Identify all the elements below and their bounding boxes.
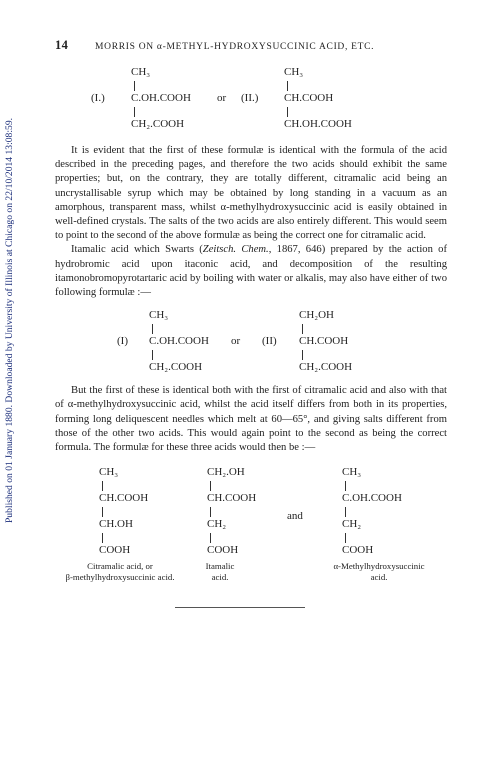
f3-a-line-2: CH.COOH bbox=[99, 492, 149, 505]
f3-b-line-1: CH₂.OH bbox=[207, 466, 245, 479]
bond bbox=[302, 350, 303, 360]
caption-methylhydroxysuccinic-line-2: acid. bbox=[370, 571, 388, 582]
f1-formula-1-mid: C.OH.COOH bbox=[131, 92, 191, 104]
f3-a-line-4: COOH bbox=[99, 544, 131, 557]
bond bbox=[102, 481, 103, 491]
f3-c-line-1: CH₃ bbox=[342, 466, 362, 479]
running-title: MORRIS ON α-METHYL-HYDROXYSUCCINIC ACID, ETC. bbox=[95, 42, 375, 52]
caption-itamalic-line-2: acid. bbox=[211, 571, 229, 582]
caption-citramalic bbox=[55, 561, 185, 582]
page-number: 14 bbox=[55, 38, 69, 52]
f2-formula-1-bot: CH₂.COOH bbox=[149, 361, 203, 374]
paragraph-2-citation: Zeitsch. Chem. bbox=[202, 244, 269, 256]
f3-b-line-3: CH₂ bbox=[207, 518, 227, 531]
f3-c-line-2: C.OH.COOH bbox=[342, 492, 402, 505]
formula-itamalic-options bbox=[55, 310, 447, 374]
formula-citramalic-options bbox=[55, 67, 447, 131]
bond bbox=[134, 107, 135, 117]
bond bbox=[210, 481, 211, 491]
f2-formula-1-mid: C.OH.COOH bbox=[149, 335, 209, 348]
paragraph-1: It is evident that the first of these formulæ is identical with the formula of the acid described in the preceding pages, and therefore the two acids should exhibit the same properties; but, on the contrary, they are totally different, citramalic acid being an uncrystallisable syrup which may be obtained by long standing in a vacuum as an amorphous, transparent mass, whilst α-methylhydroxysuccinic acid is easily obtained in well-defined crystals. The salts of the two acids are also entirely different. This would seem to point to the second of the above formulæ as being the correct one for citramalic acid. bbox=[55, 145, 447, 242]
f1-formula-2-bot: CH.OH.COOH bbox=[284, 118, 352, 130]
f1-formula-2-mid: CH.COOH bbox=[284, 92, 334, 104]
f2-label-1: (I) bbox=[117, 335, 128, 348]
bond bbox=[210, 507, 211, 517]
paragraph-3: But the first of these is identical both with the first of citramalic acid and also with that of α-methylhydroxysuccinic acid, whilst the acid itself differs from both in its properties, forming long deliquescent needles which melt at 60—65°, and giving salts different from those of the other two acids. This would again point to the second as being the correct formula. The formulæ for these three acids would then be :— bbox=[55, 385, 447, 454]
running-head bbox=[55, 38, 447, 53]
caption-itamalic-line-1: Itamalic bbox=[205, 561, 235, 572]
f3-and: and bbox=[287, 510, 303, 523]
f3-c-line-4: COOH bbox=[342, 544, 374, 557]
bond bbox=[345, 481, 346, 491]
bond bbox=[134, 81, 135, 91]
f3-a-line-3: CH.OH bbox=[99, 518, 133, 531]
paragraph-2 bbox=[55, 243, 447, 300]
f2-label-2: (II) bbox=[262, 335, 277, 348]
f2-or: or bbox=[231, 335, 241, 348]
end-rule bbox=[175, 607, 305, 608]
f2-formula-1-top: CH₃ bbox=[149, 309, 169, 322]
f3-b-line-2: CH.COOH bbox=[207, 492, 257, 505]
caption-citramalic-line-2: β-methylhydroxysuccinic acid. bbox=[65, 571, 175, 582]
bond bbox=[152, 324, 153, 334]
bond bbox=[345, 507, 346, 517]
bond bbox=[210, 533, 211, 543]
bond bbox=[287, 107, 288, 117]
f1-label-1: (I.) bbox=[91, 92, 105, 104]
publication-stamp bbox=[2, 40, 18, 600]
bond bbox=[302, 324, 303, 334]
caption-methylhydroxysuccinic bbox=[311, 561, 447, 582]
bond bbox=[152, 350, 153, 360]
f2-formula-2-bot: CH₂.COOH bbox=[299, 361, 353, 374]
caption-itamalic bbox=[185, 561, 255, 582]
f1-formula-1-top: CH₃ bbox=[131, 66, 151, 78]
f1-formula-2-top: CH₃ bbox=[284, 66, 304, 78]
f1-label-2: (II.) bbox=[241, 92, 259, 104]
paragraph-2-part-b: , 1867, 646) prepared by the action of hydrobromic acid upon itaconic acid, and decomposition of the resulting itamonobromopyrotartaric acid by boiling with water or alkalis, may also have either of two following formulæ :— bbox=[55, 244, 447, 299]
f1-formula-1-bot: CH₂.COOH bbox=[131, 118, 185, 130]
f3-b-line-4: COOH bbox=[207, 544, 239, 557]
bond bbox=[102, 507, 103, 517]
formula-three-acids bbox=[55, 467, 447, 585]
f3-a-line-1: CH₃ bbox=[99, 466, 119, 479]
f1-or: or bbox=[217, 92, 227, 104]
bond bbox=[287, 81, 288, 91]
f2-formula-2-top: CH₂OH bbox=[299, 309, 335, 322]
caption-citramalic-line-1: Citramalic acid, or bbox=[87, 561, 153, 572]
page bbox=[55, 38, 447, 608]
publication-stamp-text: Published on 01 January 1880. Downloaded by University of Illinois at Chicago on 22/10/2014 13:08:59. bbox=[4, 117, 16, 523]
f3-c-line-3: CH₂ bbox=[342, 518, 362, 531]
paragraph-2-part-a: Itamalic acid which Swarts ( bbox=[71, 244, 203, 256]
caption-methylhydroxysuccinic-line-1: α-Methylhydroxysuccinic bbox=[333, 561, 425, 572]
f2-formula-2-mid: CH.COOH bbox=[299, 335, 349, 348]
bond bbox=[102, 533, 103, 543]
bond bbox=[345, 533, 346, 543]
